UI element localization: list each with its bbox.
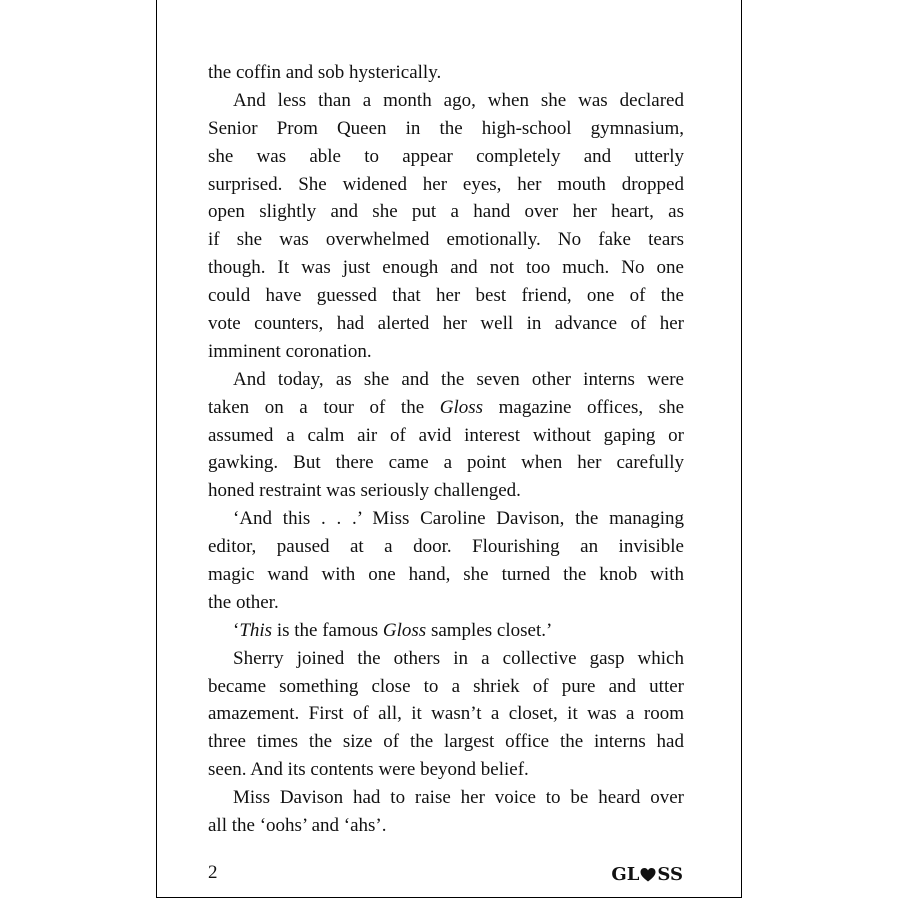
text-segment: imminent coronation. [208, 340, 372, 362]
text-segment: could have guessed that her best friend, one of the [208, 285, 684, 307]
text-line [208, 784, 684, 812]
text-line [208, 812, 684, 840]
page-number: 2 [208, 862, 218, 883]
text-segment: And today, as she and the seven other interns were [233, 368, 684, 390]
text-line [208, 561, 684, 589]
text-line [208, 87, 684, 115]
italic-text: Gloss [382, 619, 427, 641]
text-segment: magic wand with one hand, she turned the knob with [208, 564, 684, 586]
italic-text: Gloss [439, 396, 484, 418]
text-segment: And less than a month ago, when she was declared [233, 89, 684, 111]
text-segment: seen. And its contents were beyond belief. [208, 759, 529, 781]
text-segment: if she was overwhelmed emotionally. No fake tears [208, 229, 684, 251]
text-line [208, 254, 684, 282]
paragraph [208, 645, 684, 784]
text-line [208, 171, 684, 199]
paragraph [208, 59, 684, 87]
text-segment: open slightly and she put a hand over her heart, as [208, 201, 684, 223]
text-segment: gawking. But there came a point when her carefully [208, 452, 684, 474]
text-line [208, 589, 684, 617]
text-segment: ‘ [233, 619, 240, 641]
text-line [208, 756, 684, 784]
text-line [208, 310, 684, 338]
text-line [208, 422, 684, 450]
body-text [208, 59, 684, 840]
text-line [208, 394, 684, 422]
text-line [208, 449, 684, 477]
text-segment: though. It was just enough and not too much. No one [208, 257, 684, 279]
text-segment: is the famous [272, 619, 383, 641]
text-line [208, 226, 684, 254]
text-segment: taken on a tour of the [208, 396, 440, 418]
text-segment: Senior Prom Queen in the high-school gymnasium, [208, 117, 684, 139]
text-segment: the coffin and sob hysterically. [208, 62, 442, 83]
text-segment: magazine offices, she [483, 396, 684, 418]
paragraph [208, 784, 684, 840]
text-line [208, 477, 684, 505]
text-segment: honed restraint was seriously challenged. [208, 480, 521, 502]
logo-text-left: GL [611, 864, 640, 885]
heart-icon [640, 867, 656, 883]
text-line [208, 645, 684, 673]
text-segment: the other. [208, 591, 279, 613]
text-line [208, 617, 684, 645]
text-segment: all the ‘oohs’ and ‘ahs’. [208, 815, 387, 837]
text-segment: samples closet.’ [426, 619, 553, 641]
text-segment: vote counters, had alerted her well in advance of her [208, 313, 684, 335]
text-line [208, 338, 684, 366]
paragraph [208, 87, 684, 366]
book-page [156, 0, 742, 898]
text-segment: Sherry joined the others in a collective gasp which [233, 647, 684, 669]
text-segment: she was able to appear completely and utterly [208, 145, 684, 167]
text-segment: Miss Davison had to raise her voice to be heard over [233, 787, 684, 809]
paragraph [208, 505, 684, 617]
italic-text: This [239, 619, 273, 641]
text-segment: surprised. She widened her eyes, her mouth dropped [208, 173, 684, 195]
text-line [208, 282, 684, 310]
text-segment: became something close to a shriek of pure and utter [208, 675, 684, 697]
gloss-logo [611, 864, 683, 885]
text-segment: ‘And this . . .’ Miss Caroline Davison, the managing [233, 508, 684, 530]
text-line [208, 115, 684, 143]
text-line [208, 59, 684, 87]
logo-text-right: SS [657, 864, 683, 885]
text-line [208, 673, 684, 701]
paragraph [208, 366, 684, 505]
text-line [208, 505, 684, 533]
text-line [208, 700, 684, 728]
text-segment: three times the size of the largest office the interns had [208, 731, 684, 753]
text-line [208, 198, 684, 226]
text-line [208, 728, 684, 756]
text-segment: assumed a calm air of avid interest without gaping or [208, 424, 684, 446]
text-segment: amazement. First of all, it wasn’t a closet, it was a room [208, 703, 684, 725]
text-line [208, 143, 684, 171]
text-segment: editor, paused at a door. Flourishing an invisible [208, 536, 684, 558]
text-line [208, 366, 684, 394]
paragraph [208, 617, 684, 645]
text-line [208, 533, 684, 561]
